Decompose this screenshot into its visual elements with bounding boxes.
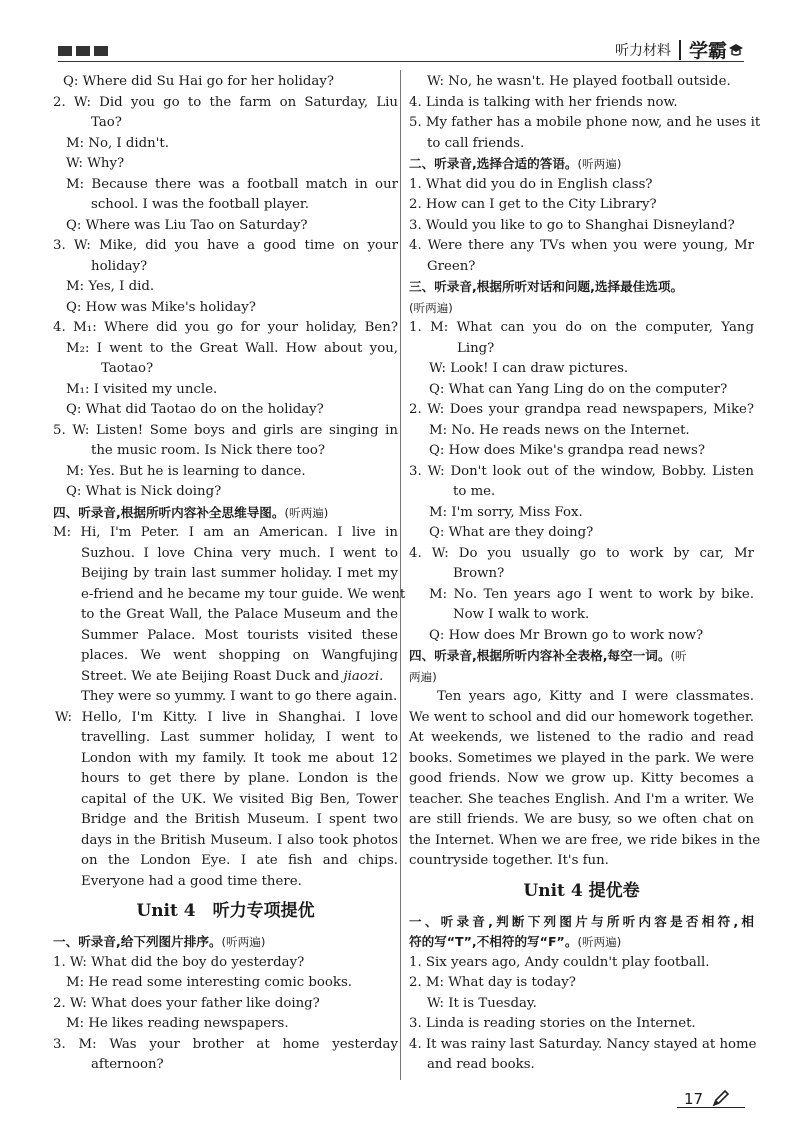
section-heading [409,298,754,319]
text-line: 4. Were there any TVs when you were young, Mr [409,238,754,253]
text-line: to me. [453,484,496,499]
header-right [615,36,744,63]
section-label: 听力材料 [614,42,671,59]
text-line: Beijing by train last summer holiday. I met my [81,566,398,581]
text-line: 1. What did you do in English class? [409,176,653,192]
text-line: holiday? [91,258,148,274]
text-line: 2. W: Did you go to the farm on Saturday, Liu [53,94,398,110]
text-line: London with my family. It took me about 12 [81,750,398,766]
section-heading-text: 二、听录音,选择合适的答语。 [409,156,578,171]
text-line: M: Yes. But he is learning to dance. [66,463,306,479]
text-line: Summer Palace. Most tourists visited these [81,627,398,643]
section-heading [53,932,398,953]
text-line: 2. M: What day is today? [409,975,576,990]
text-line: M: He likes reading newspapers. [66,1016,289,1031]
text-line: Q: How does Mike's grandpa read news? [429,443,705,458]
text-line: M: He read some interesting comic books. [66,975,353,990]
text-line: W: Why? [66,156,125,171]
text-line: the Internet. When we are free, we ride bikes in the [409,832,761,848]
text-line: school. I was the football player. [91,197,310,212]
section-heading-text: 符的写“T”,不相符的写“F”。 [409,934,578,949]
text-line: travelling. Last summer holiday, I went to [81,730,398,745]
text-line: Q: How does Mr Brown go to work now? [429,627,704,643]
text-line: to the Great Wall, the Palace Museum and the [81,607,398,622]
listen-twice-note: (听两遍) [221,935,266,949]
section-heading [409,646,754,667]
text-line: 1. Six years ago, Andy couldn't play football. [409,954,710,970]
text-line: M: No, I didn't. [66,135,169,151]
text-line: teacher. She teaches English. And I'm a writer. We [409,791,754,807]
italic-word: jiaozi. [343,668,384,684]
text-line: 3. Would you like to go to Shanghai Disneyland? [409,217,735,233]
listen-twice-note: (听两遍) [284,505,329,520]
text-line: M: No. Ten years ago I went to work by bike. [429,586,754,602]
brand-logo [689,36,744,63]
section-heading-text: 四、听录音,根据所听内容补全表格,每空一词。 [409,648,671,663]
listen-twice-note: (听 [670,649,687,663]
text-line: Ling? [457,340,495,356]
text-line: Q: What can Yang Ling do on the computer? [429,381,728,397]
section-heading: 一、听录音,判断下列图片与所听内容是否相符,相 [409,913,754,929]
text-line: Q: What is Nick doing? [66,484,222,499]
text-line: Q: Where did Su Hai go for her holiday? [63,74,334,89]
text-line: 3. W: Mike, did you have a good time on your [53,238,398,253]
text-line: M: Because there was a football match in our [66,176,398,192]
text-line: books. Sometimes we played in the park. We were [409,750,754,766]
pencil-icon [711,1088,731,1108]
text-line: 1. M: What can you do on the computer, Yang [409,320,754,335]
header-decoration [58,46,108,56]
text-line: W: It is Tuesday. [427,995,537,1011]
text-line: Now I walk to work. [453,607,590,622]
text-line: on the London Eye. I ate fish and chips. [81,853,398,868]
text-line: 5. W: Listen! Some boys and girls are singing in [53,422,398,438]
text-line: 2. W: Does your grandpa read newspapers, Mike? [409,402,754,417]
text-line: M: I'm sorry, Miss Fox. [429,504,583,520]
text-line [53,667,398,688]
text-line: capital of the UK. We visited Big Ben, Tower [81,791,398,807]
text-line: places. We went shopping on Wangfujing [81,648,398,663]
text-line: 5. My father has a mobile phone now, and he uses it [409,115,761,130]
text-line: 4. It was rainy last Saturday. Nancy stayed at home [409,1036,757,1052]
text-line: countryside together. It's fun. [409,853,609,868]
text-line: Tao? [91,115,122,130]
text-line: 2. How can I get to the City Library? [409,197,657,212]
text-line: afternoon? [91,1057,164,1072]
section-heading [409,667,754,688]
text-line: W: Hello, I'm Kitty. I live in Shanghai. I love [55,709,398,725]
section-heading [409,932,754,953]
text-line: Everyone had a good time there. [81,873,302,889]
text-line: 4. M₁: Where did you go for your holiday, Ben? [53,320,398,335]
section-heading-text: 四、听录音,根据所听内容补全思维导图。 [53,504,285,520]
text-line: 3. W: Don't look out of the window, Bobby. Listen [409,463,754,479]
text-line: hours to get there by plane. London is the [81,771,398,786]
unit-title: Unit 4 提优卷 [523,880,640,901]
text-line: M₁: I visited my uncle. [66,381,218,397]
page-header [58,34,744,64]
text-line: e-friend and he became my tour guide. We went [81,586,406,602]
page-footer [684,1088,731,1108]
text-line: Q: What did Taotao do on the holiday? [66,402,324,417]
brand-logo-text: 学霸 [688,40,727,62]
text-line: 2. W: What does your father like doing? [53,995,320,1011]
page-number: 17 [684,1090,704,1108]
text-line: 3. Linda is reading stories on the Internet. [409,1016,696,1031]
text-line: Ten years ago, Kitty and I were classmates. [437,689,754,704]
listen-twice-note: (听两遍) [577,935,622,949]
header-separator [679,40,681,60]
text-line: Brown? [453,566,505,581]
text-line: the music room. Is Nick there too? [91,443,325,458]
text-line: W: Look! I can draw pictures. [429,361,629,376]
right-column [409,72,761,1076]
text-line: to call friends. [427,135,525,151]
text-line: M: Yes, I did. [66,279,155,294]
section-heading [409,154,754,175]
left-column [53,72,406,1076]
listen-twice-note: (听两遍) [577,157,622,171]
section-heading [53,503,398,524]
text-line: good friends. Now we grow up. Kitty becomes a [409,771,754,786]
text-line: are still friends. We are busy, so we often chat on [409,812,754,827]
text-line: They were so yummy. I want to go there again. [81,689,398,704]
text-line: 4. W: Do you usually go to work by car, Mr [409,545,754,561]
text-line: M₂: I went to the Great Wall. How about you, [66,340,398,356]
text-line: Suzhou. I love China very much. I went to [81,545,398,561]
text-line: Q: How was Mike's holiday? [66,299,256,315]
text-line: We went to school and did our homework together. [409,709,754,725]
text-line: 3. M: Was your brother at home yesterday [53,1036,398,1052]
section-heading-text: 一、听录音,给下列图片排序。 [53,934,222,949]
listen-twice-note: 两遍) [409,669,437,684]
text-line: M: No. He reads news on the Internet. [429,422,690,438]
text-line: M: Hi, I'm Peter. I am an American. I live in [53,525,398,540]
text-line: Green? [427,258,476,274]
text-line: Taotao? [101,361,154,376]
text-line: Q: What are they doing? [429,525,594,540]
text-line: Q: Where was Liu Tao on Saturday? [66,217,308,233]
text-line: At weekends, we listened to the radio and read [409,730,754,745]
section-heading: 三、听录音,根据所听对话和问题,选择最佳选项。 [409,279,684,294]
unit-title: Unit 4 听力专项提优 [136,901,315,921]
text-line: 4. Linda is talking with her friends now. [409,94,678,110]
text-line: Bridge and the British Museum. I spent two [81,812,398,827]
column-divider [400,70,401,1080]
text-line: W: No, he wasn't. He played football outside. [427,74,731,89]
listen-twice-note: (听两遍) [409,300,453,315]
text-segment: Street. We ate Beijing Roast Duck and [81,668,340,684]
text-line: and read books. [427,1057,535,1072]
graduation-cap-icon [728,40,744,60]
text-line: 1. W: What did the boy do yesterday? [53,954,305,970]
header-rule [58,61,744,62]
text-line: days in the British Museum. I also took photos [81,832,398,848]
